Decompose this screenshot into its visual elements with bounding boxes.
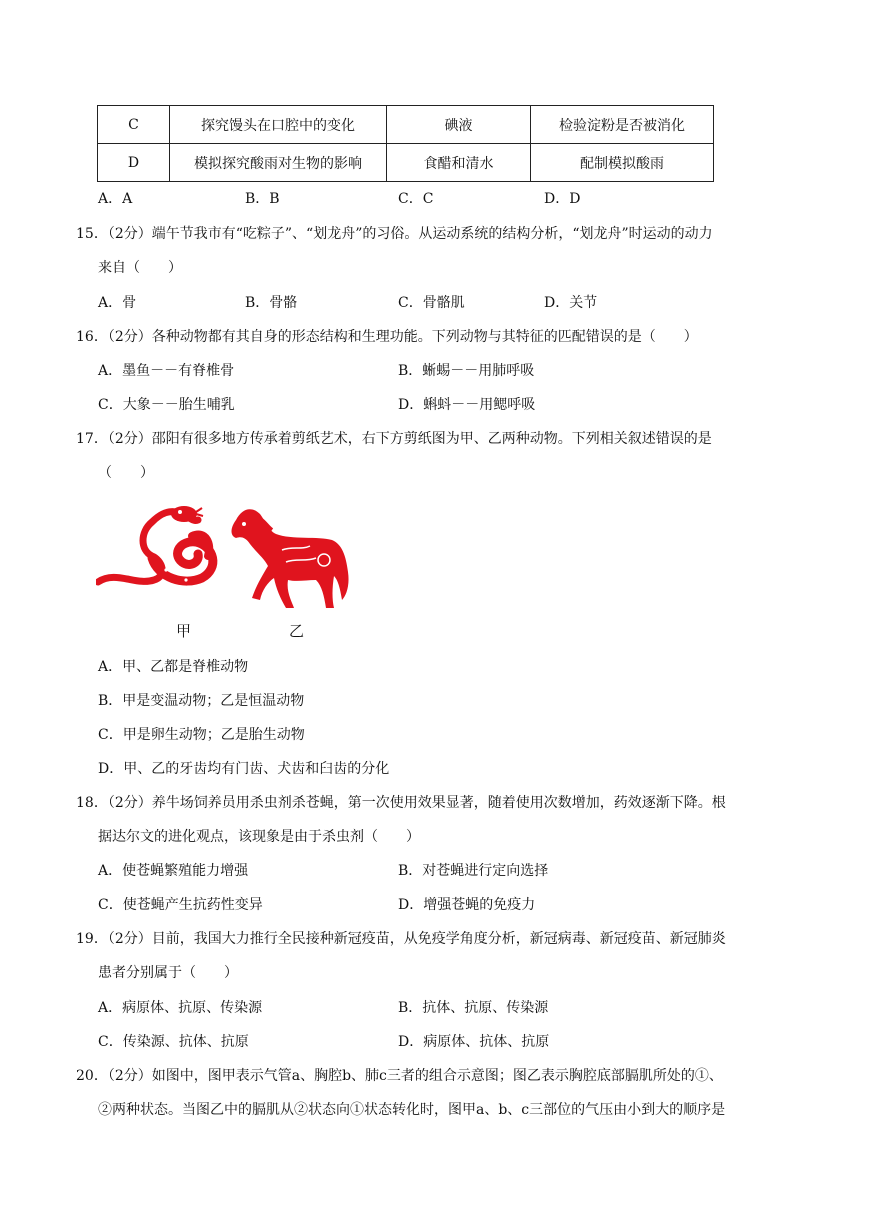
q14-option-c[interactable]: C．C (398, 191, 434, 207)
table-cell: C (98, 106, 170, 144)
q19-option-c[interactable]: C．传染源、抗体、抗原 (98, 1034, 249, 1050)
q17-stem-line1: 17．（2分）邵阳有很多地方传承着剪纸艺术，右下方剪纸图为甲、乙两种动物。下列相关叙述错误的是 (76, 431, 712, 447)
q14-option-a[interactable]: A．A (98, 191, 133, 207)
q19-stem-line2: 患者分别属于（ ） (98, 965, 238, 981)
table-cell: 模拟探究酸雨对生物的影响 (170, 144, 387, 182)
q18-option-d[interactable]: D．增强苍蝇的免疫力 (398, 897, 536, 913)
q16-option-b[interactable]: B．蜥蜴－－用肺呼吸 (398, 363, 535, 379)
table-cell: 食醋和清水 (387, 144, 531, 182)
q18-option-b[interactable]: B．对苍蝇进行定向选择 (398, 863, 549, 879)
q15-option-a[interactable]: A．骨 (98, 295, 137, 311)
q14-option-d[interactable]: D．D (544, 191, 581, 207)
q15-option-b[interactable]: B．骨骼 (245, 295, 298, 311)
q17-option-a[interactable]: A．甲、乙都是脊椎动物 (98, 659, 249, 675)
q16-option-c[interactable]: C．大象－－胎生哺乳 (98, 397, 235, 413)
q18-stem-line2: 据达尔文的进化观点，该现象是由于杀虫剂（ ） (98, 829, 420, 845)
q18-option-a[interactable]: A．使苍蝇繁殖能力增强 (98, 863, 249, 879)
figure-label-jia: 甲 (176, 622, 192, 640)
paper-cut-svg (96, 500, 354, 642)
q19-option-b[interactable]: B．抗体、抗原、传染源 (398, 1000, 549, 1016)
horse-paper-cut-icon (232, 509, 349, 608)
experiment-table (97, 105, 714, 182)
table-cell: 检验淀粉是否被消化 (531, 106, 714, 144)
q19-option-a[interactable]: A．病原体、抗原、传染源 (98, 1000, 263, 1016)
q15-stem-line2: 来自（ ） (98, 260, 182, 276)
q17-option-c[interactable]: C．甲是卵生动物；乙是胎生动物 (98, 727, 305, 743)
q15-stem-line1: 15．（2分）端午节我市有“吃粽子”、“划龙舟”的习俗。从运动系统的结构分析，“划龙舟”时运动的动力 (76, 226, 713, 242)
snake-paper-cut-icon (98, 506, 213, 582)
q14-option-b[interactable]: B．B (245, 191, 280, 207)
q17-stem-line2: （ ） (98, 465, 154, 481)
q16-stem: 16．（2分）各种动物都有其自身的形态结构和生理功能。下列动物与其特征的匹配错误的是（ ） (76, 329, 698, 345)
q18-option-c[interactable]: C．使苍蝇产生抗药性变异 (98, 897, 263, 913)
q19-option-d[interactable]: D．病原体、抗体、抗原 (398, 1034, 550, 1050)
table-cell: 配制模拟酸雨 (531, 144, 714, 182)
q20-stem-line2: ②两种状态。当图乙中的膈肌从②状态向①状态转化时，图甲a、b、c三部位的气压由小到大的顺序是 (98, 1102, 726, 1118)
paper-cut-figure (96, 500, 354, 642)
q19-stem-line1: 19．（2分）目前，我国大力推行全民接种新冠疫苗，从免疫学角度分析，新冠病毒、新冠疫苗、新冠肺炎 (76, 931, 726, 947)
figure-label-yi: 乙 (289, 622, 305, 640)
table-row (98, 144, 714, 182)
table-cell: 碘液 (387, 106, 531, 144)
table-cell: D (98, 144, 170, 182)
q16-option-a[interactable]: A．墨鱼－－有脊椎骨 (98, 363, 235, 379)
q18-stem-line1: 18．（2分）养牛场饲养员用杀虫剂杀苍蝇，第一次使用效果显著，随着使用次数增加，药效逐渐下降。根 (76, 795, 726, 811)
q17-option-d[interactable]: D．甲、乙的牙齿均有门齿、犬齿和臼齿的分化 (98, 761, 390, 777)
q15-option-d[interactable]: D．关节 (544, 295, 598, 311)
table-row (98, 106, 714, 144)
q20-stem-line1: 20．（2分）如图中，图甲表示气管a、胸腔b、肺c三者的组合示意图；图乙表示胸腔底部膈肌所处的①、 (76, 1068, 723, 1084)
table-cell: 探究馒头在口腔中的变化 (170, 106, 387, 144)
q16-option-d[interactable]: D．蝌蚪－－用鳃呼吸 (398, 397, 536, 413)
q15-option-c[interactable]: C．骨骼肌 (398, 295, 465, 311)
q17-option-b[interactable]: B．甲是变温动物；乙是恒温动物 (98, 693, 305, 709)
